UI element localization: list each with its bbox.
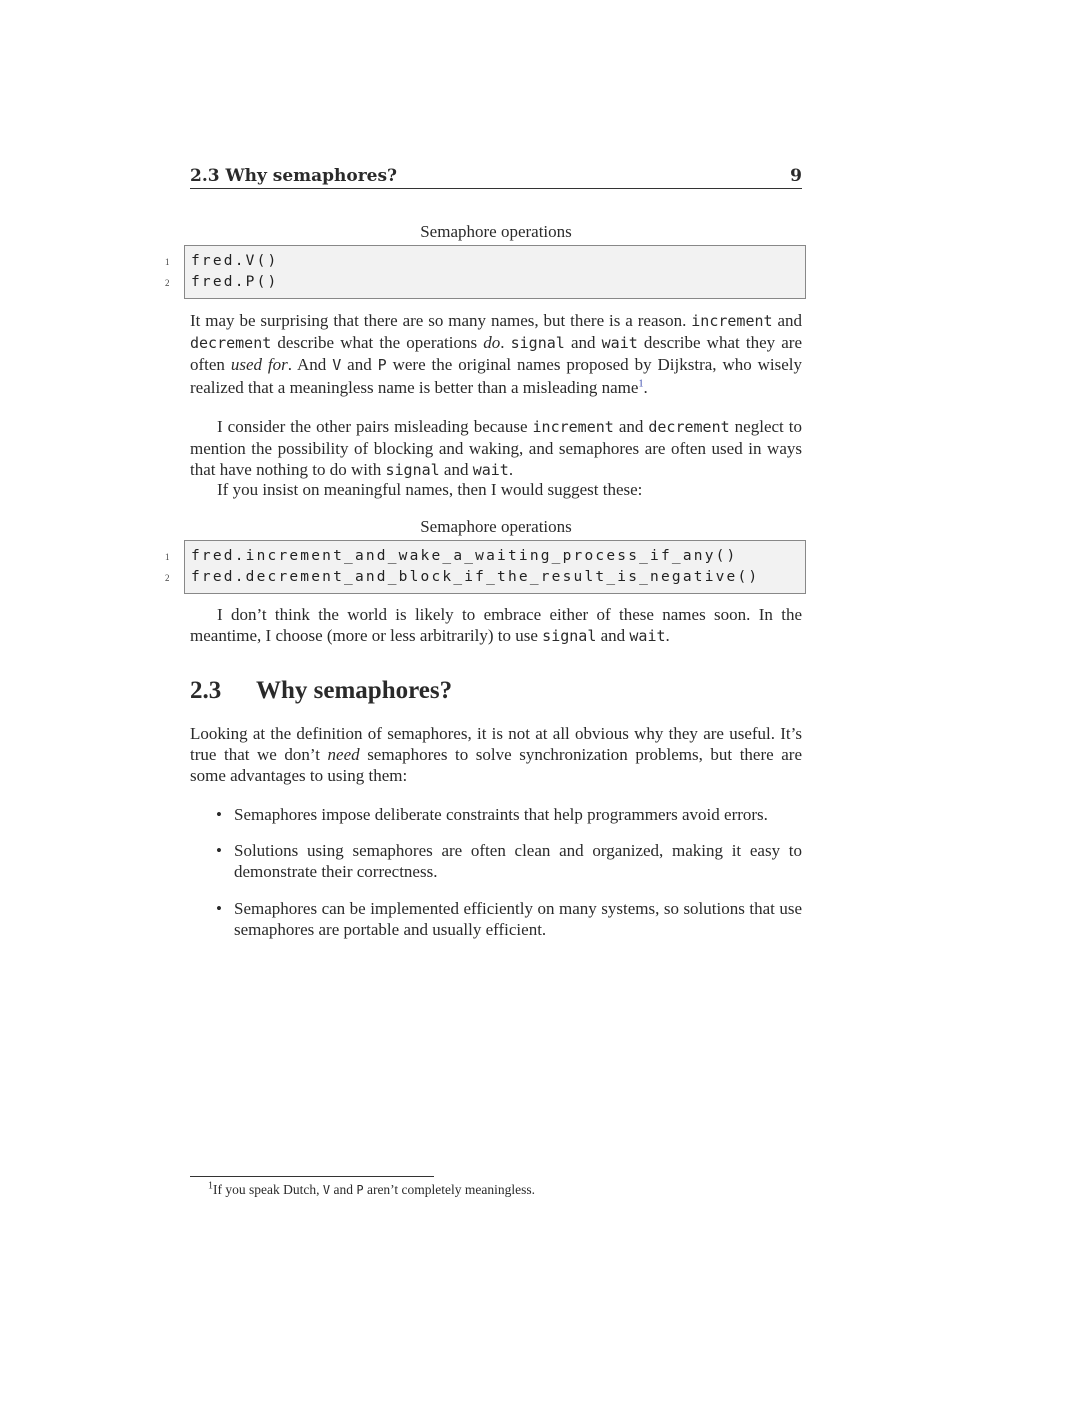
list-item: • Semaphores can be implemented efficiently on many systems, so solutions that use semaphores are portable and usually efficient. bbox=[216, 898, 802, 939]
footnote-rule bbox=[190, 1176, 434, 1177]
listing1-code-box bbox=[165, 245, 806, 299]
paragraph-4: I don’t think the world is likely to embrace either of these names soon. In the meantime, I choose (more or less arbitrarily) to use signal and wait. bbox=[190, 605, 802, 646]
page-number: 9 bbox=[790, 166, 802, 186]
emphasis: used for bbox=[230, 355, 288, 375]
bullet-icon: • bbox=[216, 841, 222, 861]
paragraph-2: I consider the other pairs misleading because increment and decrement neglect to mention the possibility of blocking and waking, and semaphores are often used in ways that have nothing to do with signal and wait. bbox=[190, 417, 802, 480]
code-term: V bbox=[322, 1183, 331, 1197]
emphasis: need bbox=[327, 745, 360, 765]
code-term: increment bbox=[532, 418, 614, 436]
section-title: Why semaphores? bbox=[256, 677, 453, 704]
code-line: fred.decrement_and_block_if_the_result_is_negative() bbox=[191, 569, 760, 585]
list-item: • Semaphores impose deliberate constraints that help programmers avoid errors. bbox=[216, 805, 768, 824]
line-number: 2 bbox=[165, 573, 170, 583]
section-heading bbox=[190, 676, 802, 706]
code-term: decrement bbox=[648, 418, 730, 436]
listing2-caption: Semaphore operations bbox=[420, 517, 572, 536]
code-line: fred.P() bbox=[191, 274, 279, 290]
line-number: 1 bbox=[165, 257, 170, 267]
code-term: wait bbox=[629, 627, 666, 646]
line-number: 2 bbox=[165, 278, 170, 288]
listing2-code-box bbox=[165, 540, 806, 594]
paragraph-5: Looking at the definition of semaphores, it is not at all obvious why they are useful. It’s true that we don’t need semaphores to solve synchronization problems, but there are some advantages to using them: bbox=[190, 724, 802, 786]
code-line: fred.increment_and_wake_a_waiting_process_if_any() bbox=[191, 548, 738, 564]
list-item: • Solutions using semaphores are often clean and organized, making it easy to demonstrate their correctness. bbox=[216, 841, 802, 882]
running-head-section: 2.3 Why semaphores? bbox=[190, 166, 398, 186]
bullet-icon: • bbox=[216, 898, 222, 918]
code-term: wait bbox=[472, 461, 509, 480]
code-line: fred.V() bbox=[191, 253, 279, 269]
running-head bbox=[190, 166, 802, 189]
code-term: P bbox=[377, 356, 387, 375]
listing1-caption: Semaphore operations bbox=[420, 222, 572, 241]
paragraph-1: It may be surprising that there are so many names, but there is a reason. increment and decrement describe what the operations do. signal and wait describe what they are often used for. And V and P were the original names proposed by Dijkstra, who wisely realized that a meaningless name is better than a misleading name$^1$. bbox=[190, 311, 803, 397]
code-term: signal bbox=[385, 461, 440, 480]
bullet-icon: • bbox=[216, 805, 222, 824]
code-term: decrement bbox=[190, 334, 272, 353]
code-term: signal bbox=[542, 627, 597, 646]
footnote: $^1$If you speak Dutch, V and P aren’t completely meaningless. bbox=[208, 1180, 536, 1197]
footnote-link[interactable]: 1 bbox=[638, 377, 644, 389]
code-term: signal bbox=[510, 334, 565, 353]
paragraph-3: If you insist on meaningful names, then I would suggest these: bbox=[217, 480, 643, 499]
section-number: 2.3 bbox=[190, 677, 222, 704]
footnote-mark: 1 bbox=[208, 1180, 213, 1192]
advantages-list bbox=[190, 804, 802, 955]
code-term: increment bbox=[691, 312, 773, 330]
emphasis: do bbox=[483, 333, 501, 353]
line-number: 1 bbox=[165, 552, 170, 562]
code-term: P bbox=[356, 1183, 364, 1197]
code-term: wait bbox=[601, 334, 638, 353]
code-term: V bbox=[332, 356, 342, 375]
